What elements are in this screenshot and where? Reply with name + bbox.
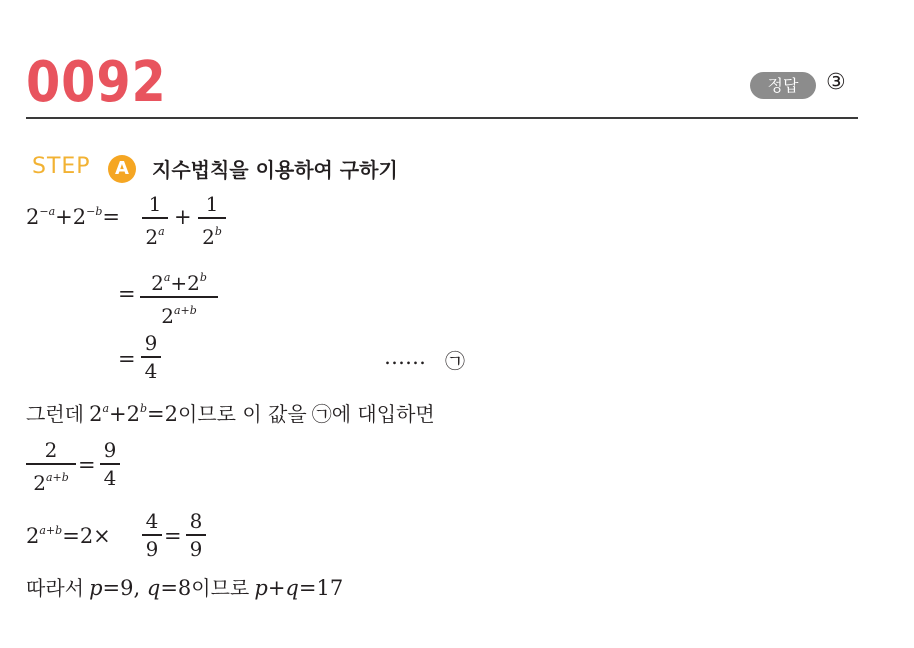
expression <box>89 402 178 426</box>
multiplier: 2× <box>79 524 111 548</box>
equals-sign: = <box>78 453 96 477</box>
denominator <box>140 299 218 328</box>
base: 2 <box>33 470 46 495</box>
text-line-4 <box>26 398 435 427</box>
denominator: 9 <box>189 536 203 561</box>
fraction <box>140 266 218 328</box>
fraction-bar <box>140 296 218 298</box>
base: 2 <box>187 271 200 295</box>
numerator: 9 <box>144 331 158 355</box>
answer-value: ③ <box>826 70 846 95</box>
value: 2 <box>164 402 179 426</box>
expression <box>89 576 191 600</box>
term: 2 <box>72 205 87 229</box>
text: 이므로 이 값을 <box>178 402 307 426</box>
equals-sign: = <box>62 524 80 548</box>
numerator: 9 <box>103 438 117 462</box>
base: 2 <box>202 224 215 249</box>
equals-sign: = <box>102 205 121 229</box>
numerator <box>140 266 218 295</box>
equals-sign: = <box>160 576 178 600</box>
equals-sign: = <box>118 282 136 306</box>
fraction-bar <box>100 463 120 465</box>
text: 따라서 <box>26 576 84 600</box>
operator: + <box>109 402 127 426</box>
variable: p <box>254 576 268 600</box>
variable: q <box>285 576 299 600</box>
operator: + <box>55 205 73 229</box>
fraction-bar <box>26 463 76 465</box>
denominator <box>198 220 226 249</box>
step-title: 지수법칙을 이용하여 구하기 <box>152 158 398 182</box>
conclusion-line <box>26 572 343 601</box>
fraction <box>100 438 120 490</box>
exponent: a+b <box>45 470 69 484</box>
fraction-bar <box>141 356 161 358</box>
header-divider <box>26 117 858 119</box>
exponent: a <box>163 271 171 284</box>
numerator: 4 <box>145 509 159 533</box>
value: 8 <box>177 576 192 600</box>
fraction-bar <box>142 217 168 219</box>
text: 그런데 <box>26 402 84 426</box>
denominator <box>142 220 168 249</box>
ellipsis: …… <box>384 345 426 369</box>
exponent: b <box>139 402 148 415</box>
exponent: a <box>158 224 165 238</box>
text: 에 대입하면 <box>331 402 435 426</box>
marker-circle-giyeok: ㉠ <box>311 402 332 426</box>
operator: + <box>174 205 192 229</box>
equals-sign: = <box>164 524 182 548</box>
denominator: 9 <box>145 536 159 561</box>
base: 2 <box>151 271 164 295</box>
denominator: 4 <box>103 465 117 490</box>
fraction-bar <box>198 217 226 219</box>
denominator: 4 <box>144 358 158 383</box>
value: 17 <box>316 576 344 600</box>
base: 2 <box>26 524 40 548</box>
equals-sign: = <box>298 576 317 600</box>
problem-number: 0092 <box>26 50 167 115</box>
base: 2 <box>161 303 174 328</box>
fraction <box>186 509 206 561</box>
equation-line-6 <box>26 524 111 548</box>
fraction <box>141 331 161 383</box>
fraction <box>142 509 162 561</box>
base: 2 <box>145 224 159 249</box>
base: 2 <box>89 402 103 426</box>
exponent: a+b <box>173 303 197 317</box>
denominator <box>26 466 76 495</box>
fraction <box>198 192 226 249</box>
value: 9, <box>120 576 141 600</box>
expression <box>254 576 343 600</box>
operator: + <box>267 576 286 600</box>
equals-sign: = <box>147 402 165 426</box>
base: 2 <box>126 402 140 426</box>
marker-circle-giyeok: ㉠ <box>445 349 465 373</box>
numerator: 8 <box>189 509 203 533</box>
fraction-bar <box>142 534 162 536</box>
exponent: a <box>102 402 109 415</box>
exponent: b <box>214 224 222 238</box>
variable: q <box>146 576 161 600</box>
exponent: b <box>199 271 207 284</box>
exponent: −b <box>86 205 103 218</box>
equals-sign: = <box>118 347 136 371</box>
equation-line-1 <box>26 205 120 229</box>
fraction <box>26 438 76 495</box>
variable: p <box>89 576 103 600</box>
exponent: −a <box>39 205 56 218</box>
step-label: STEP <box>32 154 91 179</box>
answer-badge: 정답 <box>750 72 816 99</box>
step-letter-circle: A <box>108 155 136 183</box>
fraction <box>142 192 168 249</box>
text: 이므로 <box>191 576 250 600</box>
term: 2 <box>26 205 40 229</box>
numerator: 1 <box>148 192 162 216</box>
operator: + <box>170 271 188 295</box>
fraction-bar <box>186 534 206 536</box>
numerator: 1 <box>205 192 219 216</box>
numerator: 2 <box>44 438 58 462</box>
equals-sign: = <box>102 576 121 600</box>
exponent: a+b <box>39 524 63 537</box>
